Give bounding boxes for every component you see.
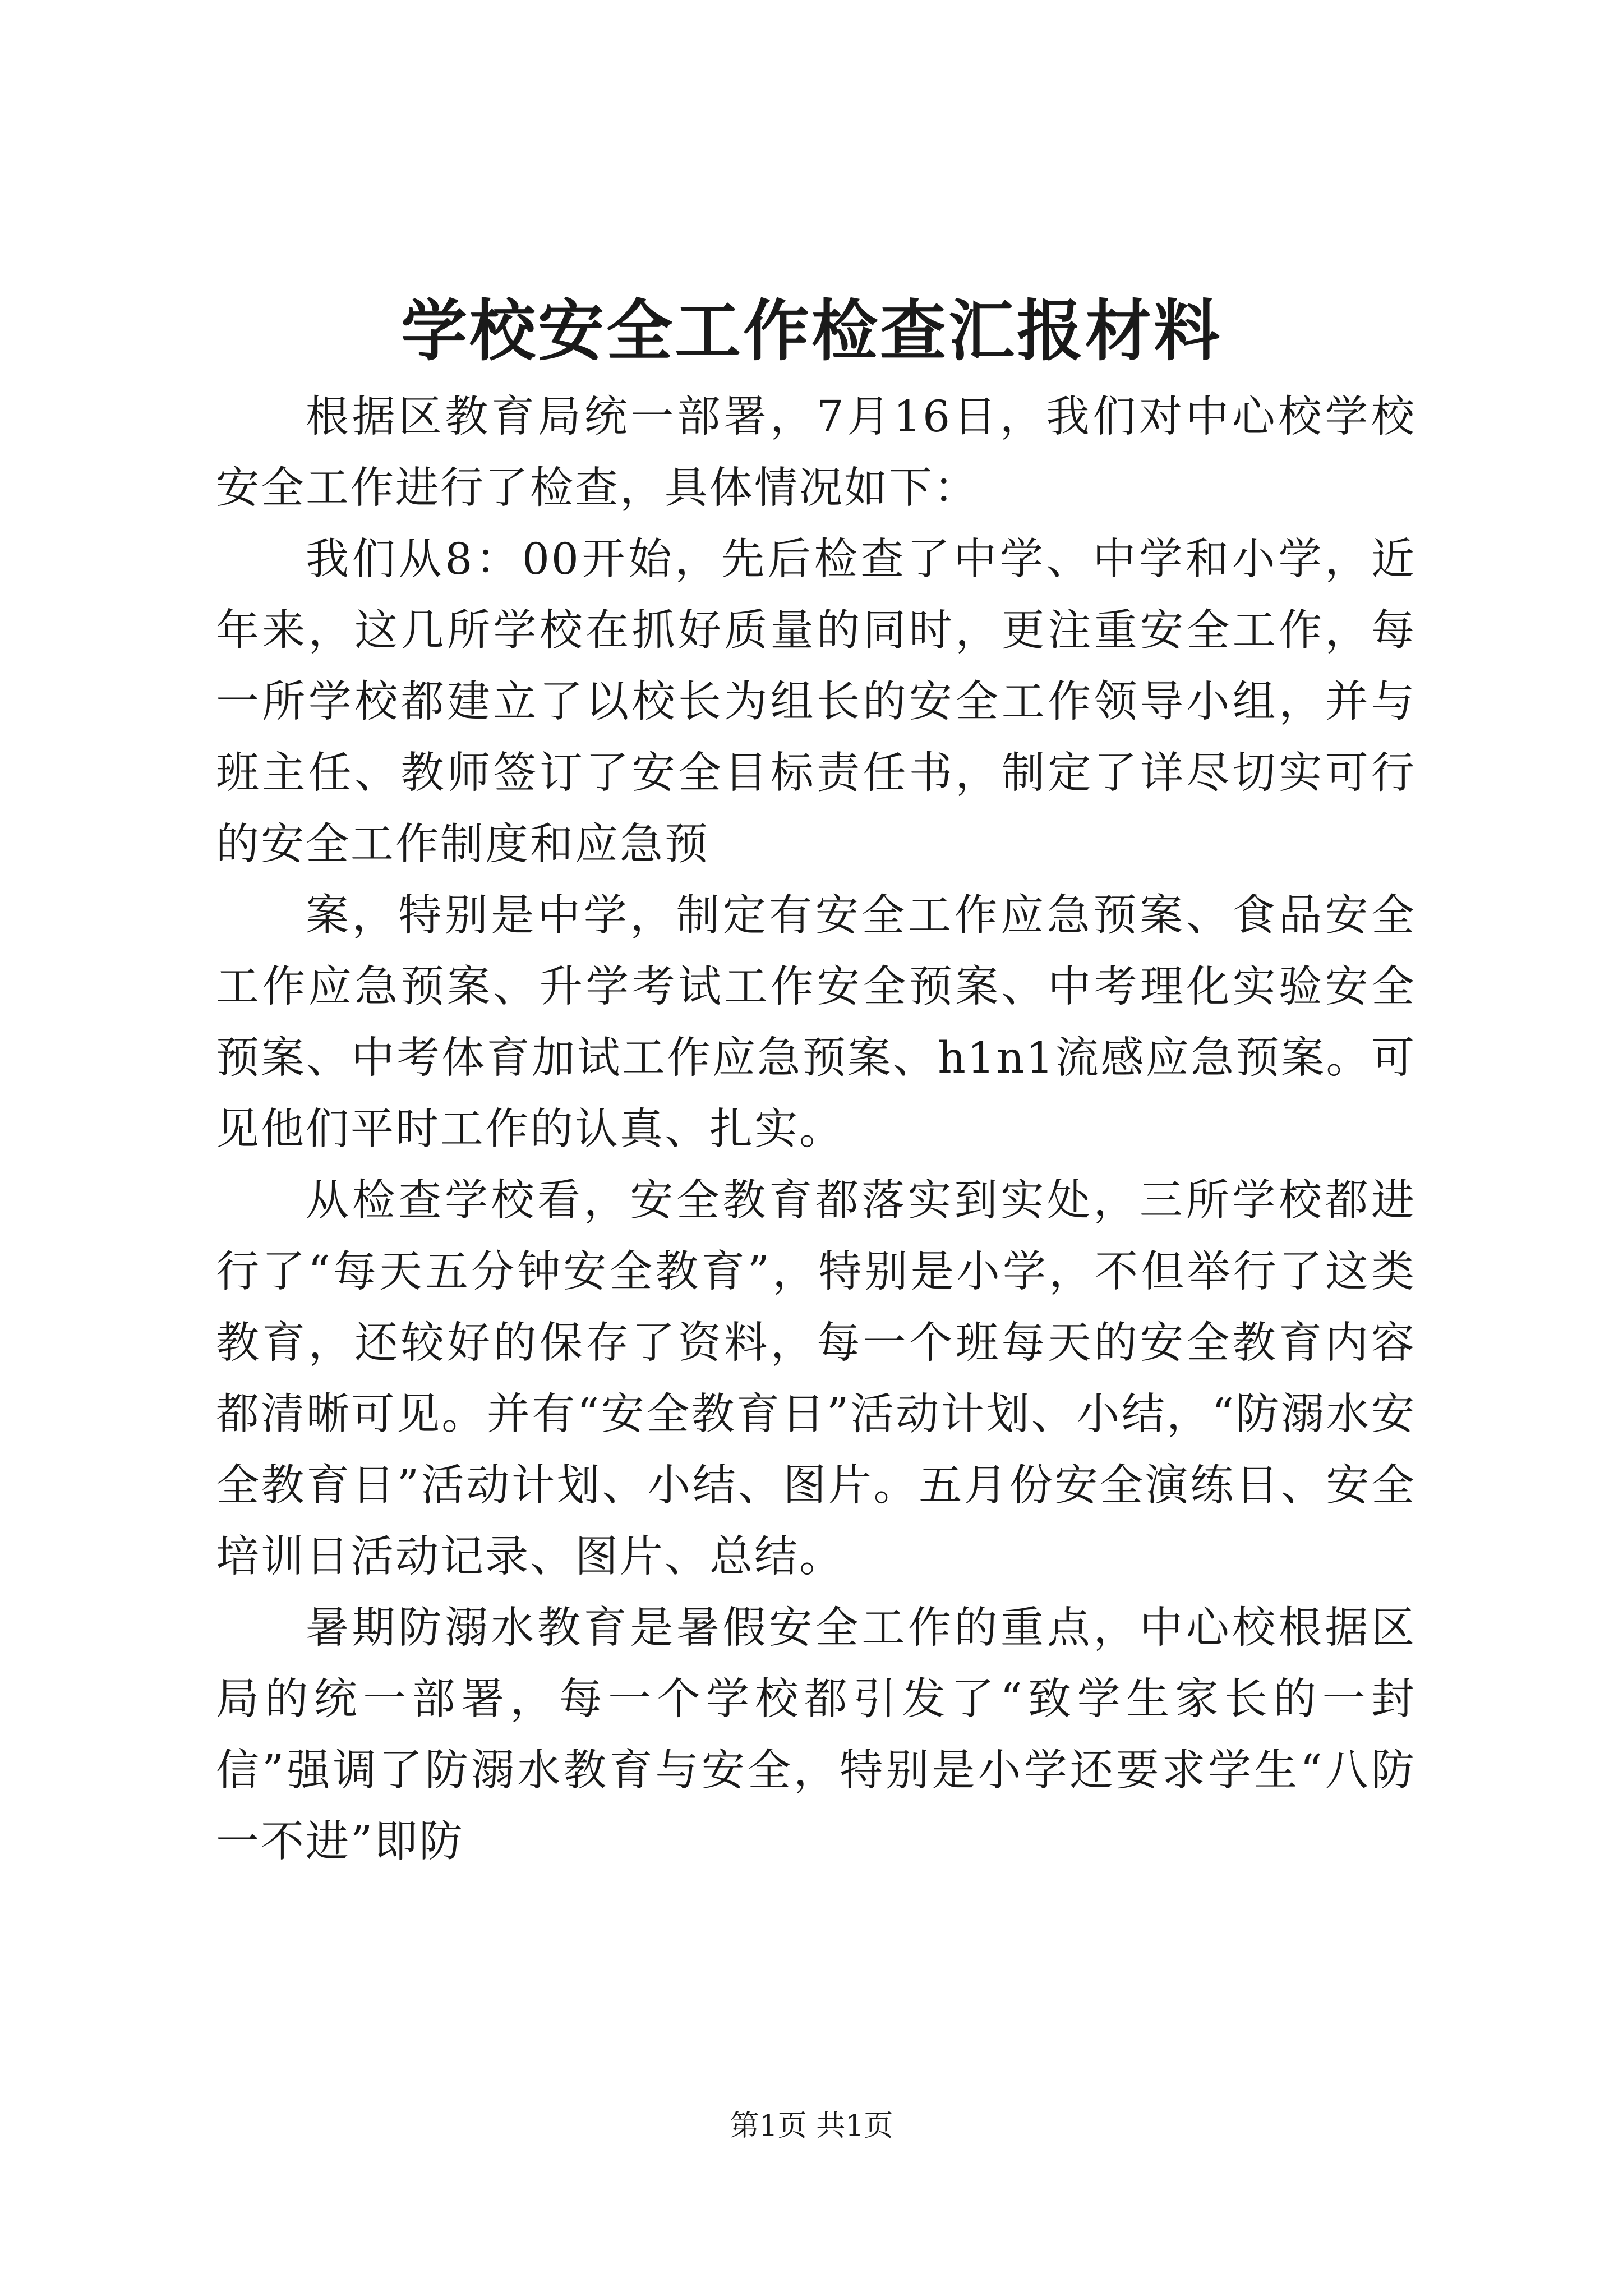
document-title: 学校安全工作检查汇报材料	[400, 292, 1222, 370]
paragraph-safety-education: 从检查学校看，安全教育都落实到实处，三所学校都进行了“每天五分钟安全教育”，特别是小学，不但举行了这类教育，还较好的保存了资料，每一个班每天的安全教育内容都清晰可见。并有“安全教育日”活动计划、小结，“防溺水安全教育日”活动计划、小结、图片。五月份安全演练日、安全培训日活动记录、图片、总结。	[216, 1176, 1416, 1582]
paragraph-intro: 根据区教育局统一部署，7月16日，我们对中心校学校安全工作进行了检查，具体情况如下：	[216, 392, 1416, 513]
paragraph-emergency-plans: 案，特别是中学，制定有安全工作应急预案、食品安全工作应急预案、升学考试工作安全预案、中考理化实验安全预案、中考体育加试工作应急预案、h1n1流感应急预案。可见他们平时工作的认真、扎实。	[216, 891, 1416, 1154]
paragraph-inspection: 我们从8：00开始，先后检查了中学、中学和小学，近年来，这几所学校在抓好质量的同时，更注重安全工作，每一所学校都建立了以校长为组长的安全工作领导小组，并与班主任、教师签订了安全目标责任书，制定了详尽切实可行的安全工作制度和应急预	[216, 535, 1416, 869]
document-body	[216, 381, 1416, 1878]
paragraph-drowning-prevention: 暑期防溺水教育是暑假安全工作的重点，中心校根据区局的统一部署，每一个学校都引发了“致学生家长的一封信”强调了防溺水教育与安全，特别是小学还要求学生“八防一不进”即防	[216, 1603, 1416, 1867]
page-footer: 第1页 共1页	[730, 2109, 893, 2143]
